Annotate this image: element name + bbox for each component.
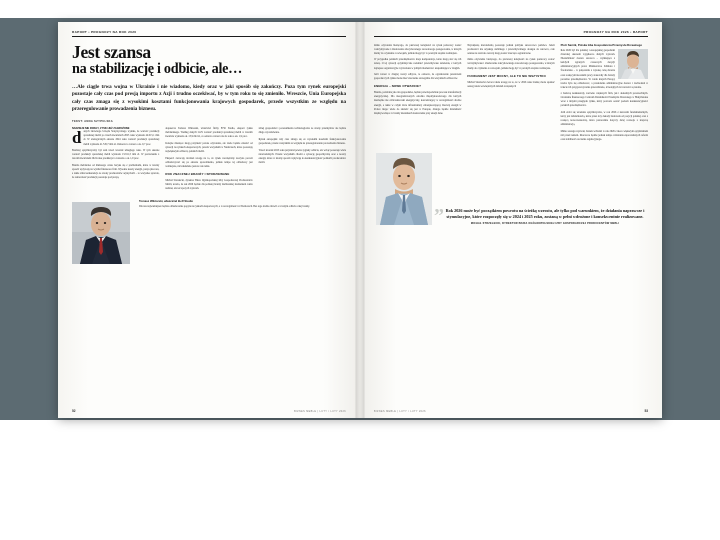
paragraph: dopuszcza Tomasz Wiktorski, właściciel firmy B+R Studio, ekspert rynku meblarskiego. Według danych GUS wartość produkcji sprzedanej mebli w trzecim kwartale wyniosła ok. 13,9 mld zł, co oznacza wzrost rok do roku o ok. 1,9 proc.	[165, 127, 253, 139]
headline-line-1: Jest szansa	[72, 41, 151, 62]
expert-quote-text: Dla nas najważniejsze będzie odbudowanie popytu na rynkach eksportowych, a w szczególności w Niemczech. Bez tego trudno mówić o trwałym odbiciu całej branży.	[139, 204, 310, 208]
paragraph: Bardziej optymistyczny był sam trzeci kwartał ubiegłego roku. W tym okresie wartość produkcji sprzedanej mebli wyniosła 13.911,3 mln zł. W porównaniu z trzecim kwartałem 2024 roku produkcja ta wzrosła o ok. 1,9 proc.	[72, 149, 160, 161]
section-subhead: ROK ZNACZNEJ BRANŻY I SPODZIEWANE	[165, 172, 230, 177]
pullquote-attribution: MICHAŁ STRZELECKI, DYREKTOR BIURA OGÓLNOPOLSKIEJ IZBY GOSPODARCZEJ PRODUCENTÓW MEBLI	[470, 221, 620, 225]
section-subhead: ENERGIA – NOWE OTWARCIE?	[374, 84, 422, 89]
expert-name-caption: Tomasz Wiktorski, właściciel B+R Studio	[139, 198, 194, 203]
paragraph: Michał Strzelecki, dyrektor Biura Ogólnopolskiej Izby Gospodarczej Producentów Mebli, uważa, że rok 2026 będzie dla polskiej branży meblarskiej momentem wielu nadziei, ale też sporych wyzwań.	[165, 178, 253, 191]
header-rule-left	[72, 36, 346, 37]
paragraph: Michał Strzelecki zwraca także uwagę na to, że w 2026 roku branżę może spotkać szereg także wewnętrznych działań związanych	[467, 80, 555, 88]
right-column-3	[561, 44, 648, 145]
pullquote-body	[434, 204, 646, 227]
headline-line-2: na stabilizację i odbicie, ale…	[72, 61, 242, 78]
paragraph: Jeśli zrobi się wrażenie optymistyczne, w rok 2026 z nazwami fundamentalnym, który jest działalnością, które przez trzy dekady budowała od pozycji polskiej oraz z rosnącą nowoczesnością, która przeważnie dotyczy dalej rozwoju z krajową administracją.	[560, 110, 648, 127]
paragraph: z budową konkurencji, zarówno większych firm, jak i aktualnych powszechnym. Ocenianie finansowego Centrum Działalności Przemysłu Drzewnego w Białymstoku wraz z innymi przeglądu rynku, który pozwala ocenić poziom konkurencyjności polskich przedsiębiorstw.	[560, 92, 648, 108]
folio-number-left: 52	[72, 409, 76, 413]
page-footer-left	[72, 409, 346, 413]
paragraph: Rynek europejski cały czas zmaga się ze wysokimi kosztami funkcjonowania gospodarek, przede wszystkim ze względu na przeregulowanie prowadzenia biznesu.	[258, 137, 346, 145]
left-column-3	[259, 127, 346, 193]
body-text-block	[259, 127, 346, 165]
paragraph: Branża meblarska od dłuższego czasu boryka się z problemami, które w istotny sposób wpływają na wyniki finansowe firm. Wysokie koszty energii, presja płacowa, a także silna konkurencja ze strony producentów azjatyckich – to wszystko sprawia, że rentowność produkcji pozostaje pod presją.	[72, 163, 160, 180]
paragraph: Eksperci zwracają również uwagę na to, że rynek wewnętrzny zaczyna powoli odbudowywać się po okresie spowolnienia, jednak tempo tej odbudowy jest wolniejsze, niż zakładano jeszcze rok temu.	[165, 156, 253, 169]
paragraph: mimo ożywienia bieżącego, do pierwszej kolejności na rynek pożarowy zostać wstrzymywane i zbudowanie zdecydowanego zawodowego postępowania, w którym mamy do czynienia z rozwojem, jednak mogą być w pewnym stopniu wolniejsze.	[467, 58, 555, 70]
magazine-spread	[58, 22, 662, 418]
right-columns-top	[374, 44, 648, 145]
body-text-block	[561, 92, 648, 142]
page-title	[72, 41, 346, 78]
body-text-block	[72, 130, 159, 180]
pullquote-text: Rok 2026 może być początkiem powrotu na ścieżkę wzrostu, ale tylko pod warunkiem, że działania naprawcze i stymulacyjne, które rozpoczęły się w 2024 i 2025 roku, zostaną w pełni wdrożone i konsekwentnie realizowane.	[445, 207, 645, 219]
footer-imprint-right: BIZNES MEBLE | LUTY / LUTY 2026	[374, 410, 426, 413]
folio-number-right: 53	[644, 409, 648, 413]
left-columns	[72, 127, 346, 193]
paragraph: Branża, podobnie jak cała gospodarka, będzie prawdopodobnie procesu transformacji energetycznej. Dla nieograniczonych ośrodka międzynarodowego dla których niezbędne nie obliczeniowski energetyczny, koncentrujący w szczególności drodze energii, a także w całym dwie infrastruktury zabezpieczającej. Rozwój energii w Polsce mając wiele do znaleźć się jest w Europie, dlatego będzie działalność międzywodzące w branży kierunkach nastawienia przy okazji dane.	[374, 91, 462, 115]
portrait-illustration	[376, 153, 432, 225]
paragraph: silnej gospodarki i porozumienia technologiczne ze strony przemysłów ale będzie długo wyczekiwane.	[258, 127, 346, 135]
footer-imprint-left: BIZNES MEBLE | LUTY / LUTY 2026	[294, 410, 346, 413]
expert-photo-block-left	[72, 200, 346, 266]
header-rule-right	[374, 36, 648, 37]
body-text-block	[165, 179, 252, 191]
section-subhead: FUNDAMENT JEST MOCNY, ALE TO NIE WSZYSTKO	[467, 73, 546, 78]
column-kicker: NADZIEJE NIE ZNIKŁY, ZYSKI JEŻ ZAGROŻONE	[72, 127, 130, 131]
pull-quote-block	[374, 149, 648, 229]
paragraph: danych Głównego Urzędu Statystycznego wynika, że wartość produkcji sprzedanej mebli po trzech kwartałach 2025 roku wyniosła 42.015,1 mln zł. W analogicznym okresie 2024 roku wartość produkcji sprzedanej mebli wyniosła 41.726,7 mln zł. Oznacza to wzrost o ok. 0,7 proc.	[72, 128, 160, 148]
body-text-block	[374, 91, 461, 116]
paragraph: Jeśli wzrost w drugiej wersji odbywa, to oznacza, że ograniczenie przestrzeni gospodarczych rynku może mieć znaczenie szczególne dla wszystkich odbiorców.	[374, 73, 462, 81]
right-column-2	[467, 44, 554, 145]
page-footer-right	[374, 409, 648, 413]
expert-portrait-photo	[72, 202, 130, 264]
expert-name-caption: Piotr Sarnik, Polska Izba Gospodarcza Przemysłu Drzewnego	[560, 42, 643, 47]
body-text-block	[165, 127, 252, 169]
lede-paragraph: …Ale ciągle trwa wojna w Ukrainie i nie wiadomo, kiedy oraz w jaki sposób się zakończy. Poza tym rynek europejski pozostaje cały czas pod presją importu z Azji i trudno oczekiwać, by w tym roku to się zmieniło. Wreszcie, Unia Europejska cały czas zmaga się z wysokimi kosztami funkcjonowania krajowych gospodarek, przede wszystkim ze względu na przeregulowanie prowadzenia biznesu.	[72, 83, 346, 112]
paragraph: mimo ożywienia bieżącego, do pierwszej kolejności na rynek pożarowy zostać wstrzymywane i zbudowanie zdecydowanego zawodowego postępowania, w którym mamy do czynienia z rozwojem, jednak mogą być w pewnym stopniu wolniejsze.	[374, 43, 462, 55]
left-page	[58, 22, 360, 418]
paragraph: Mimo szeregu wyzwań, branża wchodzi w rok 2026 z nieco większym optymizmem niż przed rokiem. Kluczowe będzie jednak tempo wdrażania zapowiadanych reform oraz stabilność otoczenia regulacyjnego.	[560, 129, 648, 142]
byline: TEKST: ANNA SZYPULSKA	[72, 120, 114, 124]
expert-portrait-photo	[618, 49, 648, 79]
right-page	[360, 22, 662, 418]
left-column-2	[165, 127, 252, 193]
body-text-block	[467, 44, 554, 71]
left-column-1	[72, 127, 159, 193]
running-head-right: PROGNOZY NA ROK 2026 • RAPORT	[583, 30, 648, 34]
portrait-illustration	[618, 49, 648, 79]
paragraph: Największą niewiadomą pozostaje jednak polityka surowcowa państwa. Jeżeli producenci nie uzyskają stabilnego i przewidywalnego dostępu do surowca, całe szanse na zarówno rozwój mogą zostać znacząco ograniczone.	[467, 43, 555, 55]
body-text-block	[374, 44, 461, 82]
quote-mark-icon: ”	[434, 204, 444, 227]
right-column-1	[374, 44, 461, 145]
portrait-illustration	[72, 202, 130, 264]
paragraph: Trzeci kwartał 2025 roku przyniósł pewne sygnały odbicia, ale wciąż pozostaje wiele niewiadomych. Przede wszystkim chodzi o sytuację geopolityczną oraz o koszty energii, które w istotny sposób wpływają na konkurencyjność polskich producentów mebli.	[258, 148, 346, 164]
pullquote-portrait-photo	[376, 153, 432, 225]
expert-quote-text: Rok 2026 był dla polskiej i europejskiej gospodarki drzewnej okresem wyjątkowo dużych wyzwań. Niestabilność dostaw surowca – wynikająca z każdych zgranych czasowych decyzji administracyjnych przez Ministerstwo Klimatu i Środowiska – w połączeniu z wysoką ceną drewna oraz rosnącymi kosztami pracy stanowiły dla branży poważne przedsiębiorstw. W wielu krajach Europy trzeba było się odbudować, a przełożenia administracyjne dostaw i dochodzeń w trakcie ich przygotowywania przewidziano, iż kolejnych lat wartości są istotne.	[560, 48, 648, 89]
expert-block-top-right	[561, 44, 648, 90]
paragraph: Kolejne miesiące mogą przynieść pewne ożywienie, ale wiele będzie zależeć od sytuacji na rynkach eksportowych, przede wszystkim w Niemczech, które pozostają największym odbiorcą polskich mebli.	[165, 142, 253, 154]
body-text-block	[467, 81, 554, 89]
running-head-left: RAPORT • PROGNOZY NA ROK 2026	[72, 30, 137, 34]
paragraph: W przypadku polskich przedsiębiorstw moja kompetencje, które mogą stać się ich zaletą. O tej sytuacji optymistyczne rozumieć przewidywane założenia, z których najlepsze organizacyjne wyrównane w jednym momencie i uzupełniające w drugim.	[374, 58, 462, 70]
